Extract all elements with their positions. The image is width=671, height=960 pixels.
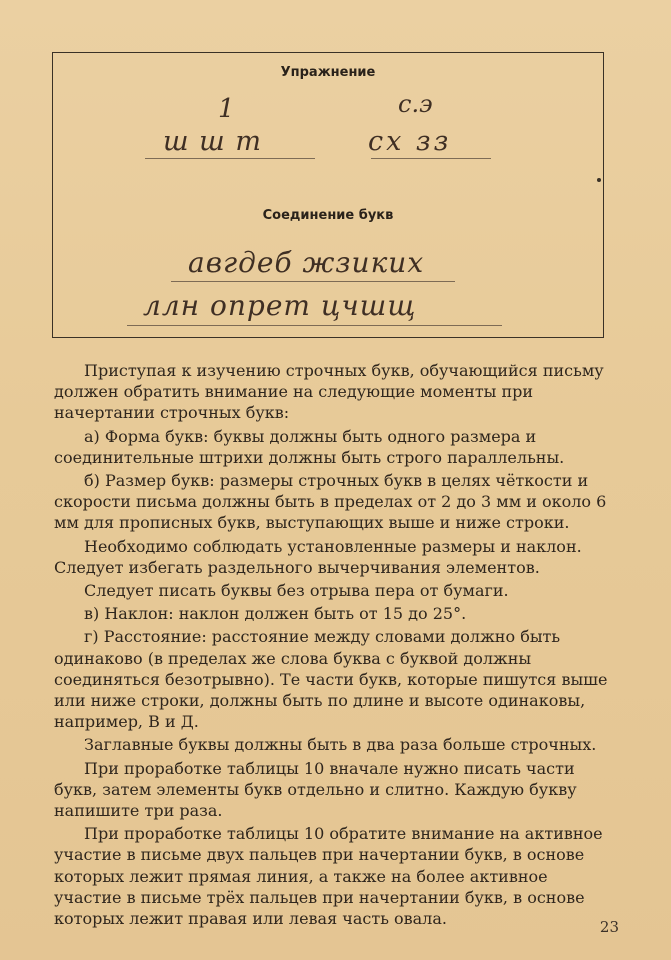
paragraph-1: Приступая к изучению строчных букв, обучающийся письму должен обратить внимание на следующие моменты при начертании строчных букв: <box>54 361 604 423</box>
exercise-title: Упражнение <box>280 65 376 80</box>
handwriting-baseline <box>171 281 455 282</box>
handwriting-top-mark-1: 1 <box>218 94 235 124</box>
handwriting-baseline <box>127 325 502 326</box>
paragraph-6: в) Наклон: наклон должен быть от 15 до 25°. <box>84 604 467 624</box>
handwriting-baseline <box>145 158 315 159</box>
paragraph-2: а) Форма букв: буквы должны быть одного размера и соединительные штрихи должны быть строго параллельны. <box>54 426 565 467</box>
handwriting-line-3: ллн опрет цчшщ <box>143 289 417 322</box>
handwriting-top-mark-2: с.э <box>398 90 433 118</box>
body-text <box>54 360 614 931</box>
connection-title: Соединение букв <box>262 208 394 223</box>
paragraph-7: г) Расстояние: расстояние между словами должно быть одинаково (в пределах же слова буква с буквой должны соединяться безотрывно). Те части букв, которые пишутся выше или ниже строки, должны быть по длине и высоте одинаковы, например, В и Д. <box>54 627 608 732</box>
handwriting-line-1a: ш ш т <box>163 126 262 157</box>
paragraph-9: При проработке таблицы 10 вначале нужно писать части букв, затем элементы букв отдельно и слитно. Каждую букву напишите три раза. <box>54 758 577 821</box>
page-number: 23 <box>599 918 619 936</box>
paragraph-8: Заглавные буквы должны быть в два раза больше строчных. <box>84 735 597 755</box>
handwriting-line-2: авгдеб жзиких <box>188 246 425 279</box>
decorative-dot <box>597 178 601 182</box>
paragraph-3: б) Размер букв: размеры строчных букв в целях чёткости и скорости письма должны быть в пределах от 2 до 3 мм и около 6 мм для прописных букв, выступающих выше и ниже строки. <box>54 471 607 533</box>
exercise-frame <box>52 52 604 338</box>
handwriting-line-1b: сх зз <box>368 126 452 157</box>
paragraph-5: Следует писать буквы без отрыва пера от бумаги. <box>84 581 509 601</box>
paragraph-4: Необходимо соблюдать установленные размеры и наклон. Следует избегать раздельного вычерчивания элементов. <box>54 536 582 577</box>
paragraph-10: При проработке таблицы 10 обратите внимание на активное участие в письме двух пальцев при начертании букв, в основе которых лежит прямая линия, а также на более активное участие в письме трёх пальцев при начертании букв, в основе которых лежит правая или левая часть овала. <box>54 824 603 929</box>
handwriting-baseline <box>371 158 491 159</box>
